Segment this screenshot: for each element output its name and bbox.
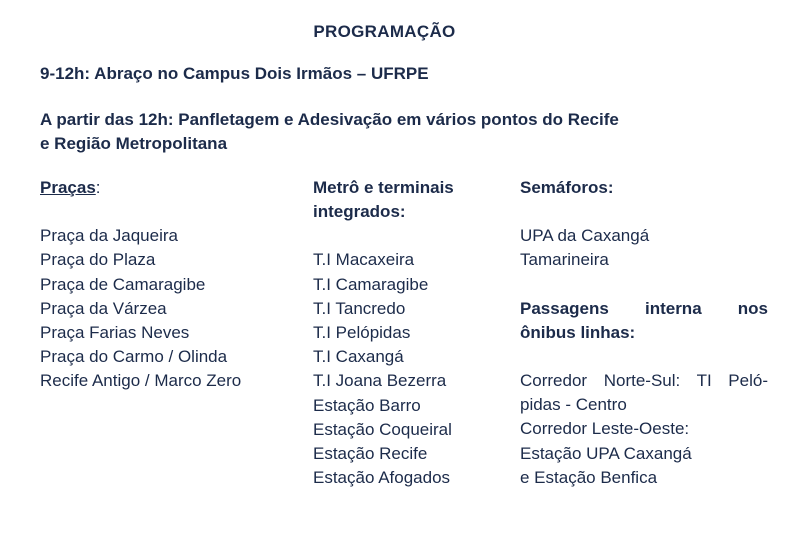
list-item: T.I Caxangá bbox=[313, 347, 404, 367]
list-item: T.I Macaxeira bbox=[313, 250, 415, 270]
pracas-heading-label: Praças bbox=[40, 178, 96, 197]
passagens-heading-line-2: ônibus linhas: bbox=[520, 322, 636, 342]
metro-column bbox=[313, 176, 503, 490]
passagens-line: Estação UPA Caxangá bbox=[520, 443, 692, 463]
passagens-line: Corredor Leste-Oeste: bbox=[520, 419, 690, 439]
metro-heading-line-2: integrados: bbox=[313, 202, 406, 222]
list-item: Estação Recife bbox=[313, 444, 428, 464]
list-item: Recife Antigo / Marco Zero bbox=[40, 371, 242, 391]
passagens-line: pidas - Centro bbox=[520, 395, 627, 415]
pracas-heading bbox=[40, 176, 290, 200]
afternoon-event bbox=[40, 108, 680, 156]
list-item: Praça do Carmo / Olinda bbox=[40, 347, 228, 367]
passagens-line: e Estação Benfica bbox=[520, 467, 658, 487]
list-item: Praça da Várzea bbox=[40, 298, 167, 318]
list-item: UPA da Caxangá bbox=[520, 226, 650, 246]
list-item: T.I Joana Bezerra bbox=[313, 371, 447, 391]
spacer bbox=[313, 224, 503, 248]
list-item: Praça de Camaragibe bbox=[40, 274, 206, 294]
list-item: Estação Coqueiral bbox=[313, 419, 452, 439]
page-title: PROGRAMAÇÃO bbox=[313, 22, 456, 41]
pracas-column bbox=[40, 176, 290, 394]
semaforos-column bbox=[520, 176, 768, 490]
spacer bbox=[520, 273, 768, 297]
afternoon-event-line-1: A partir das 12h: Panfletagem e Adesivação em vários pontos do Recife bbox=[40, 110, 619, 129]
list-item: Praça Farias Neves bbox=[40, 323, 190, 343]
metro-heading-line-1: Metrô e terminais bbox=[313, 178, 454, 197]
list-item: T.I Pelópidas bbox=[313, 323, 411, 343]
list-item: Praça da Jaqueira bbox=[40, 226, 178, 246]
spacer bbox=[520, 200, 768, 224]
list-item: Estação Afogados bbox=[313, 468, 451, 488]
list-item: T.I Tancredo bbox=[313, 298, 406, 318]
list-item: T.I Camaragibe bbox=[313, 274, 429, 294]
afternoon-event-line-2: e Região Metropolitana bbox=[40, 134, 228, 153]
passagens-heading-line-1: Passagens interna nos bbox=[520, 298, 768, 318]
list-item: Tamarineira bbox=[520, 250, 609, 270]
list-item: Praça do Plaza bbox=[40, 250, 156, 270]
passagens-line: Corredor Norte-Sul: TI Peló- bbox=[520, 371, 768, 391]
list-item: Estação Barro bbox=[313, 395, 421, 415]
semaforos-heading: Semáforos: bbox=[520, 178, 614, 197]
spacer bbox=[520, 345, 768, 369]
morning-event: 9-12h: Abraço no Campus Dois Irmãos – UFRPE bbox=[40, 64, 429, 83]
spacer bbox=[40, 200, 290, 224]
pracas-heading-colon: : bbox=[95, 178, 101, 197]
